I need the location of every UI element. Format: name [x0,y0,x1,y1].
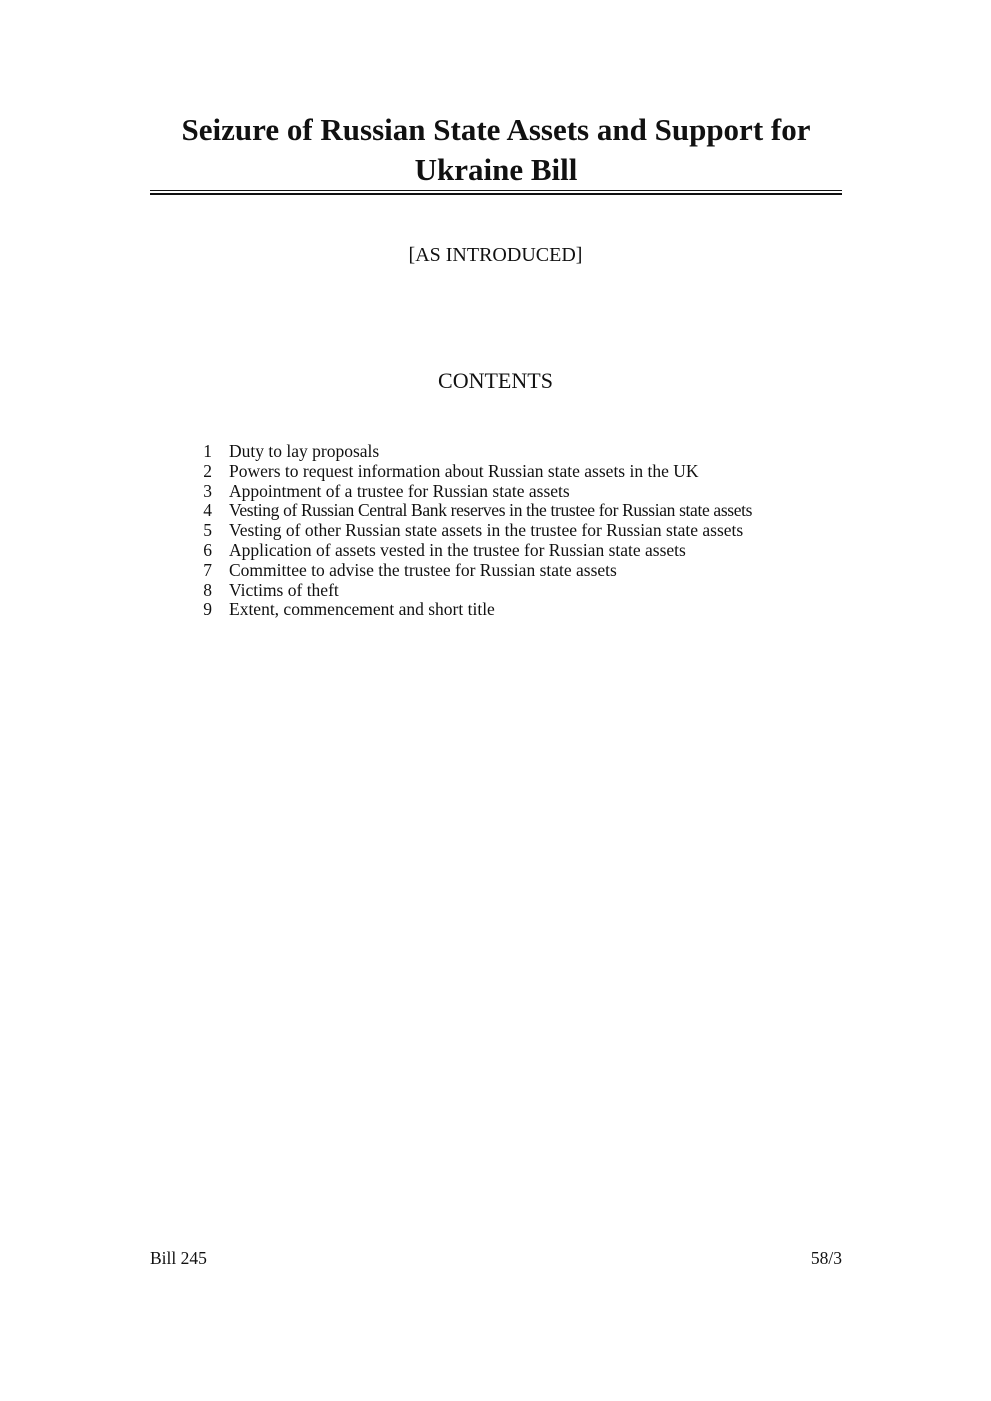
title-rule-thin [150,190,842,191]
bill-title [150,110,842,190]
toc-item-title: Powers to request information about Russian state assets in the UK [229,460,699,481]
toc-item[interactable] [190,541,850,561]
toc-item-title: Application of assets vested in the trustee for Russian state assets [229,539,686,560]
table-of-contents [190,442,850,620]
toc-item-number: 8 [203,579,212,600]
toc-item-title: Victims of theft [229,579,339,600]
toc-item-title: Vesting of Russian Central Bank reserves in the trustee for Russian state assets [229,500,753,521]
toc-item-title: Vesting of other Russian state assets in the trustee for Russian state assets [229,520,744,541]
toc-item[interactable] [190,501,850,521]
toc-item-number: 3 [203,480,212,501]
toc-item-number: 1 [203,441,212,461]
toc-item[interactable] [190,581,850,601]
toc-item-title: Committee to advise the trustee for Russian state assets [229,559,617,580]
toc-item-number: 2 [203,460,212,481]
toc-item-title: Extent, commencement and short title [229,599,495,620]
session-reference: 58/3 [810,1248,842,1268]
toc-item-number: 7 [203,559,212,580]
toc-item[interactable] [190,462,850,482]
toc-item-number: 5 [203,520,212,541]
contents-heading: CONTENTS [438,368,553,393]
toc-item-title: Duty to lay proposals [229,441,380,461]
toc-item-number: 9 [203,599,212,620]
toc-item-title: Appointment of a trustee for Russian state assets [229,480,570,501]
bill-title-line-1: Seizure of Russian State Assets and Support for [181,112,811,147]
toc-item-number: 6 [203,539,212,560]
toc-item[interactable] [190,442,850,462]
bill-status: [AS INTRODUCED] [408,244,583,266]
toc-item-number: 4 [203,500,212,521]
toc-item[interactable] [190,521,850,541]
toc-item[interactable] [190,482,850,502]
bill-title-line-2: Ukraine Bill [414,152,578,187]
title-rule-thick [150,193,842,195]
bill-number: Bill 245 [150,1248,207,1268]
toc-item[interactable] [190,561,850,581]
toc-item[interactable] [190,600,850,620]
